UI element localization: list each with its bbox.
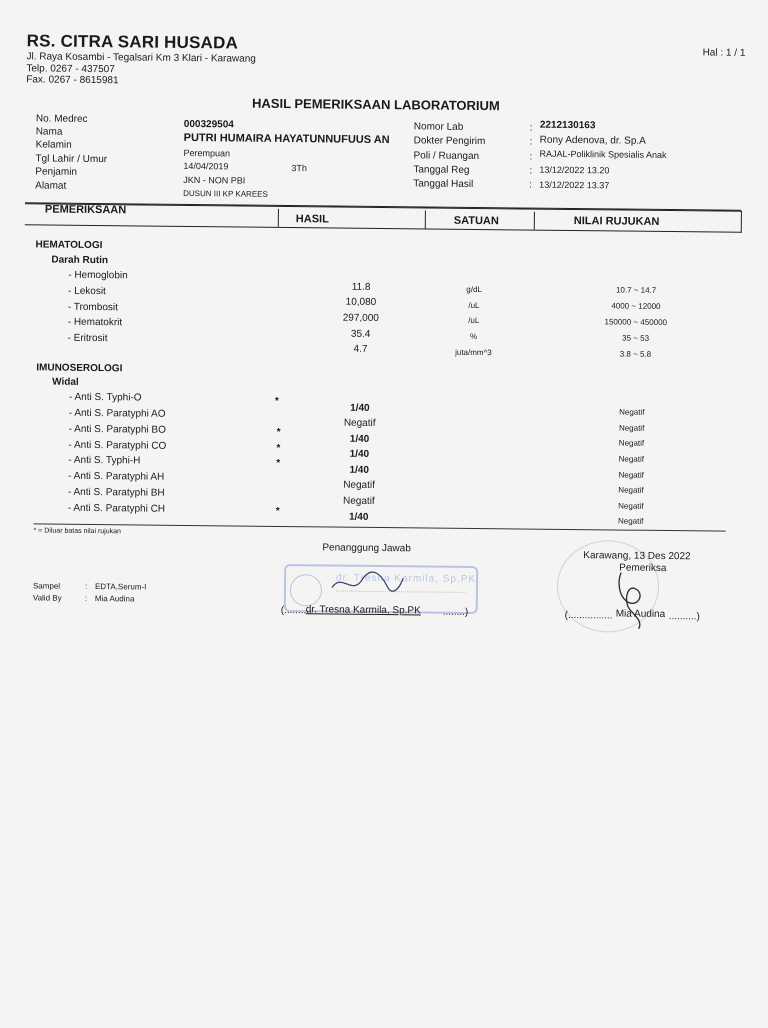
lab-no-value: 2212130163 [539, 119, 596, 132]
medrec-value: 000329504 [183, 118, 234, 131]
test-result: 4.7 [353, 343, 368, 355]
test-unit: juta/mm^3 [455, 347, 492, 358]
stamp-text: dr. Tresna Karmila, Sp.PK [336, 572, 477, 586]
test-name: - Lekosit [68, 285, 106, 298]
test-reference: 35 ~ 53 [622, 333, 650, 343]
test-result: 1/40 [349, 433, 370, 445]
test-result: 1/40 [349, 448, 370, 460]
test-result: 11.8 [351, 281, 371, 293]
label-room: Poli / Ruangan [413, 150, 480, 163]
header-unit: SATUAN [453, 214, 499, 228]
test-reference: Negatif [617, 516, 644, 526]
test-name: - Hemoglobin [68, 269, 128, 282]
test-reference: 3.8 ~ 5.8 [619, 349, 652, 359]
test-result: 1/40 [350, 402, 370, 414]
label-lab-no: Nomor Lab [413, 121, 464, 133]
test-name: - Anti S. Typhi-O [68, 391, 142, 404]
sample-label: Sampel [32, 581, 61, 591]
doctor-signature [327, 567, 407, 598]
test-result: 297,000 [342, 312, 379, 324]
examiner-name: Mia Audina [615, 608, 666, 621]
test-result: 10,080 [345, 296, 377, 308]
section-hematology: HEMATOLOGI [35, 239, 103, 252]
examiner-label: Pemeriksa [619, 562, 667, 575]
subsection-darah-rutin: Darah Rutin [51, 254, 109, 267]
test-result: 35.4 [350, 328, 371, 340]
out-of-range-flag: * [275, 505, 280, 517]
hospital-fax: Fax. 0267 - 8615981 [26, 74, 119, 87]
report-title: HASIL PEMERIKSAAN LABORATORIUM [251, 95, 500, 114]
test-reference: 10.7 ~ 14.7 [615, 285, 657, 295]
reg-date-value: 13/12/2022 13.20 [539, 164, 610, 176]
hospital-address: Jl. Raya Kosambi - Tegalsari Km 3 Klari - Karawang [26, 51, 256, 65]
responsible-label: Penanggung Jawab [322, 542, 411, 555]
test-unit: /uL [468, 300, 480, 311]
out-of-range-flag: * [276, 457, 281, 469]
label-name: Nama [35, 126, 63, 138]
test-name: - Anti S. Paratyphi AH [68, 470, 165, 483]
test-result: 1/40 [348, 511, 369, 523]
out-of-range-flag: * [274, 395, 279, 407]
test-reference: Negatif [618, 423, 645, 433]
test-result: Negatif [343, 479, 375, 491]
label-guarantor: Penjamin [35, 166, 78, 178]
test-name: - Anti S. Paratyphi BO [68, 423, 166, 436]
label-address: Alamat [35, 180, 67, 192]
test-unit: /uL [468, 315, 480, 326]
lab-report-page: RS. CITRA SARI HUSADA Jl. Raya Kosambi - Tegalsari Km 3 Klari - Karawang Telp. 0267 - 437507 Fax. 0267 - 8615981 Hal : 1 / 1 HASIL PEMERIKSAAN LABORATORIUM No. Medrec Nama Kelamin Tgl Lahir / Umur Penjamin Alamat 000329504 PUTRI HUMAIRA HAYATUNNUFUUS AN Perempuan 14/04/2019 3Th JKN - NON PBI DUSUN III KP KAREES Nomor Lab Dokter Pengirim Poli / Ruangan Tanggal Reg Tanggal Hasil : : : : : 2212130163 Rony Adenova, dr. Sp.A RAJAL-Poliklinik Spesialis Anak 13/12/2022 13.20 13/12/2022 13.37 PEMERIKSAAN HASIL SATUAN NILAI RUJUKAN HEMATOLOGI Darah Rutin - Hemoglobin 11.8 g/dL 10.7 ~ 14.7 - Lekosit 10,080 /uL 4000 ~ 12000 - Trombosit 297,000 /uL 150000 ~ 450000 - Hematokrit 35.4 % 35 ~ 53 - Eritrosit 4.7 juta/mm^3 3.8 ~ 5.8 IMUNOSEROLOGI Widal - Anti S. Typhi-O * 1/40 Negatif - Anti S. Paratyphi AO Negatif Negatif - Anti S. Paratyphi BO * 1/40 Negatif - Anti S. Paratyphi CO * 1/40 Negatif - Anti S. Typhi-H * 1/40 Negatif - Anti S. Paratyphi AH Negatif Negatif - Anti S. Paratyphi BH Negatif Negatif - Anti S. Paratyphi CH * 1/40 Negatif * = Diluar batas nilai rujukan Sampel : EDTA,Serum-I Valid By : Mia Audina Penanggung Jawab dr. Tresna Karmila, Sp.PK (.......... dr. Tresna Karmila, Sp.PK ........) Karawang, 13 Des 2022 Pemeriksa (................ Mia Audina ..........) [0, 0, 768, 1028]
stamp-seal-icon [290, 574, 322, 606]
test-reference: Negatif [618, 485, 644, 495]
result-date-value: 13/12/2022 13.37 [539, 179, 610, 191]
page-number: Hal : 1 / 1 [702, 47, 746, 59]
test-reference: Negatif [619, 407, 645, 417]
label-gender: Kelamin [35, 139, 72, 151]
test-name: - Anti S. Paratyphi AO [68, 407, 166, 420]
test-name: - Trombosit [67, 301, 118, 314]
test-unit: g/dL [466, 284, 482, 295]
header-divider [278, 209, 279, 227]
sample-value: EDTA,Serum-I [94, 582, 147, 592]
valid-value: Mia Audina [94, 594, 135, 604]
header-result: HASIL [295, 213, 329, 226]
footnote: * = Diluar batas nilai rujukan [33, 527, 121, 536]
header-divider [425, 210, 426, 228]
place-date: Karawang, 13 Des 2022 [583, 550, 691, 563]
test-result: Negatif [342, 495, 375, 507]
test-name: - Anti S. Paratyphi CH [67, 502, 166, 515]
test-name: - Eritrosit [67, 332, 108, 345]
test-reference: 150000 ~ 450000 [604, 317, 668, 328]
dob-value: 14/04/2019 [183, 160, 229, 172]
doctor-value: Rony Adenova, dr. Sp.A [539, 134, 646, 147]
valid-label: Valid By [32, 593, 62, 603]
age-value: 3Th [291, 163, 307, 174]
address-value: DUSUN III KP KAREES [183, 188, 268, 199]
hospital-name: RS. CITRA SARI HUSADA [26, 31, 239, 53]
test-name: - Anti S. Typhi-H [68, 454, 141, 467]
label-doctor: Dokter Pengirim [413, 135, 486, 148]
test-result: 1/40 [349, 464, 370, 476]
guarantor-value: JKN - NON PBI [183, 174, 246, 186]
test-reference: Negatif [618, 470, 644, 480]
section-immunoserology: IMUNOSEROLOGI [36, 362, 123, 375]
header-exam: PEMERIKSAAN [44, 203, 127, 217]
subsection-widal: Widal [52, 376, 79, 388]
test-name: - Anti S. Paratyphi CO [68, 439, 167, 452]
header-reference: NILAI RUJUKAN [573, 215, 660, 228]
test-name: - Anti S. Paratyphi BH [67, 486, 165, 499]
out-of-range-flag: * [276, 426, 281, 438]
responsible-name: dr. Tresna Karmila, Sp.PK [305, 604, 421, 617]
test-reference: Negatif [618, 454, 645, 464]
test-reference: Negatif [618, 438, 645, 448]
label-dob: Tgl Lahir / Umur [35, 153, 108, 166]
header-divider [534, 212, 535, 230]
test-reference: 4000 ~ 12000 [611, 301, 661, 311]
out-of-range-flag: * [276, 442, 281, 454]
label-result-date: Tanggal Hasil [413, 178, 474, 190]
examiner-signature [609, 562, 660, 633]
test-result: Negatif [343, 417, 376, 429]
test-name: - Hematokrit [67, 316, 123, 329]
test-unit: % [470, 331, 478, 342]
label-medrec: No. Medrec [35, 113, 88, 125]
hospital-phone: Telp. 0267 - 437507 [26, 63, 115, 76]
patient-name-value: PUTRI HUMAIRA HAYATUNNUFUUS AN [183, 131, 390, 147]
test-reference: Negatif [618, 501, 644, 511]
label-reg-date: Tanggal Reg [413, 164, 470, 176]
gender-value: Perempuan [183, 147, 231, 159]
room-value: RAJAL-Poliklinik Spesialis Anak [539, 148, 667, 160]
